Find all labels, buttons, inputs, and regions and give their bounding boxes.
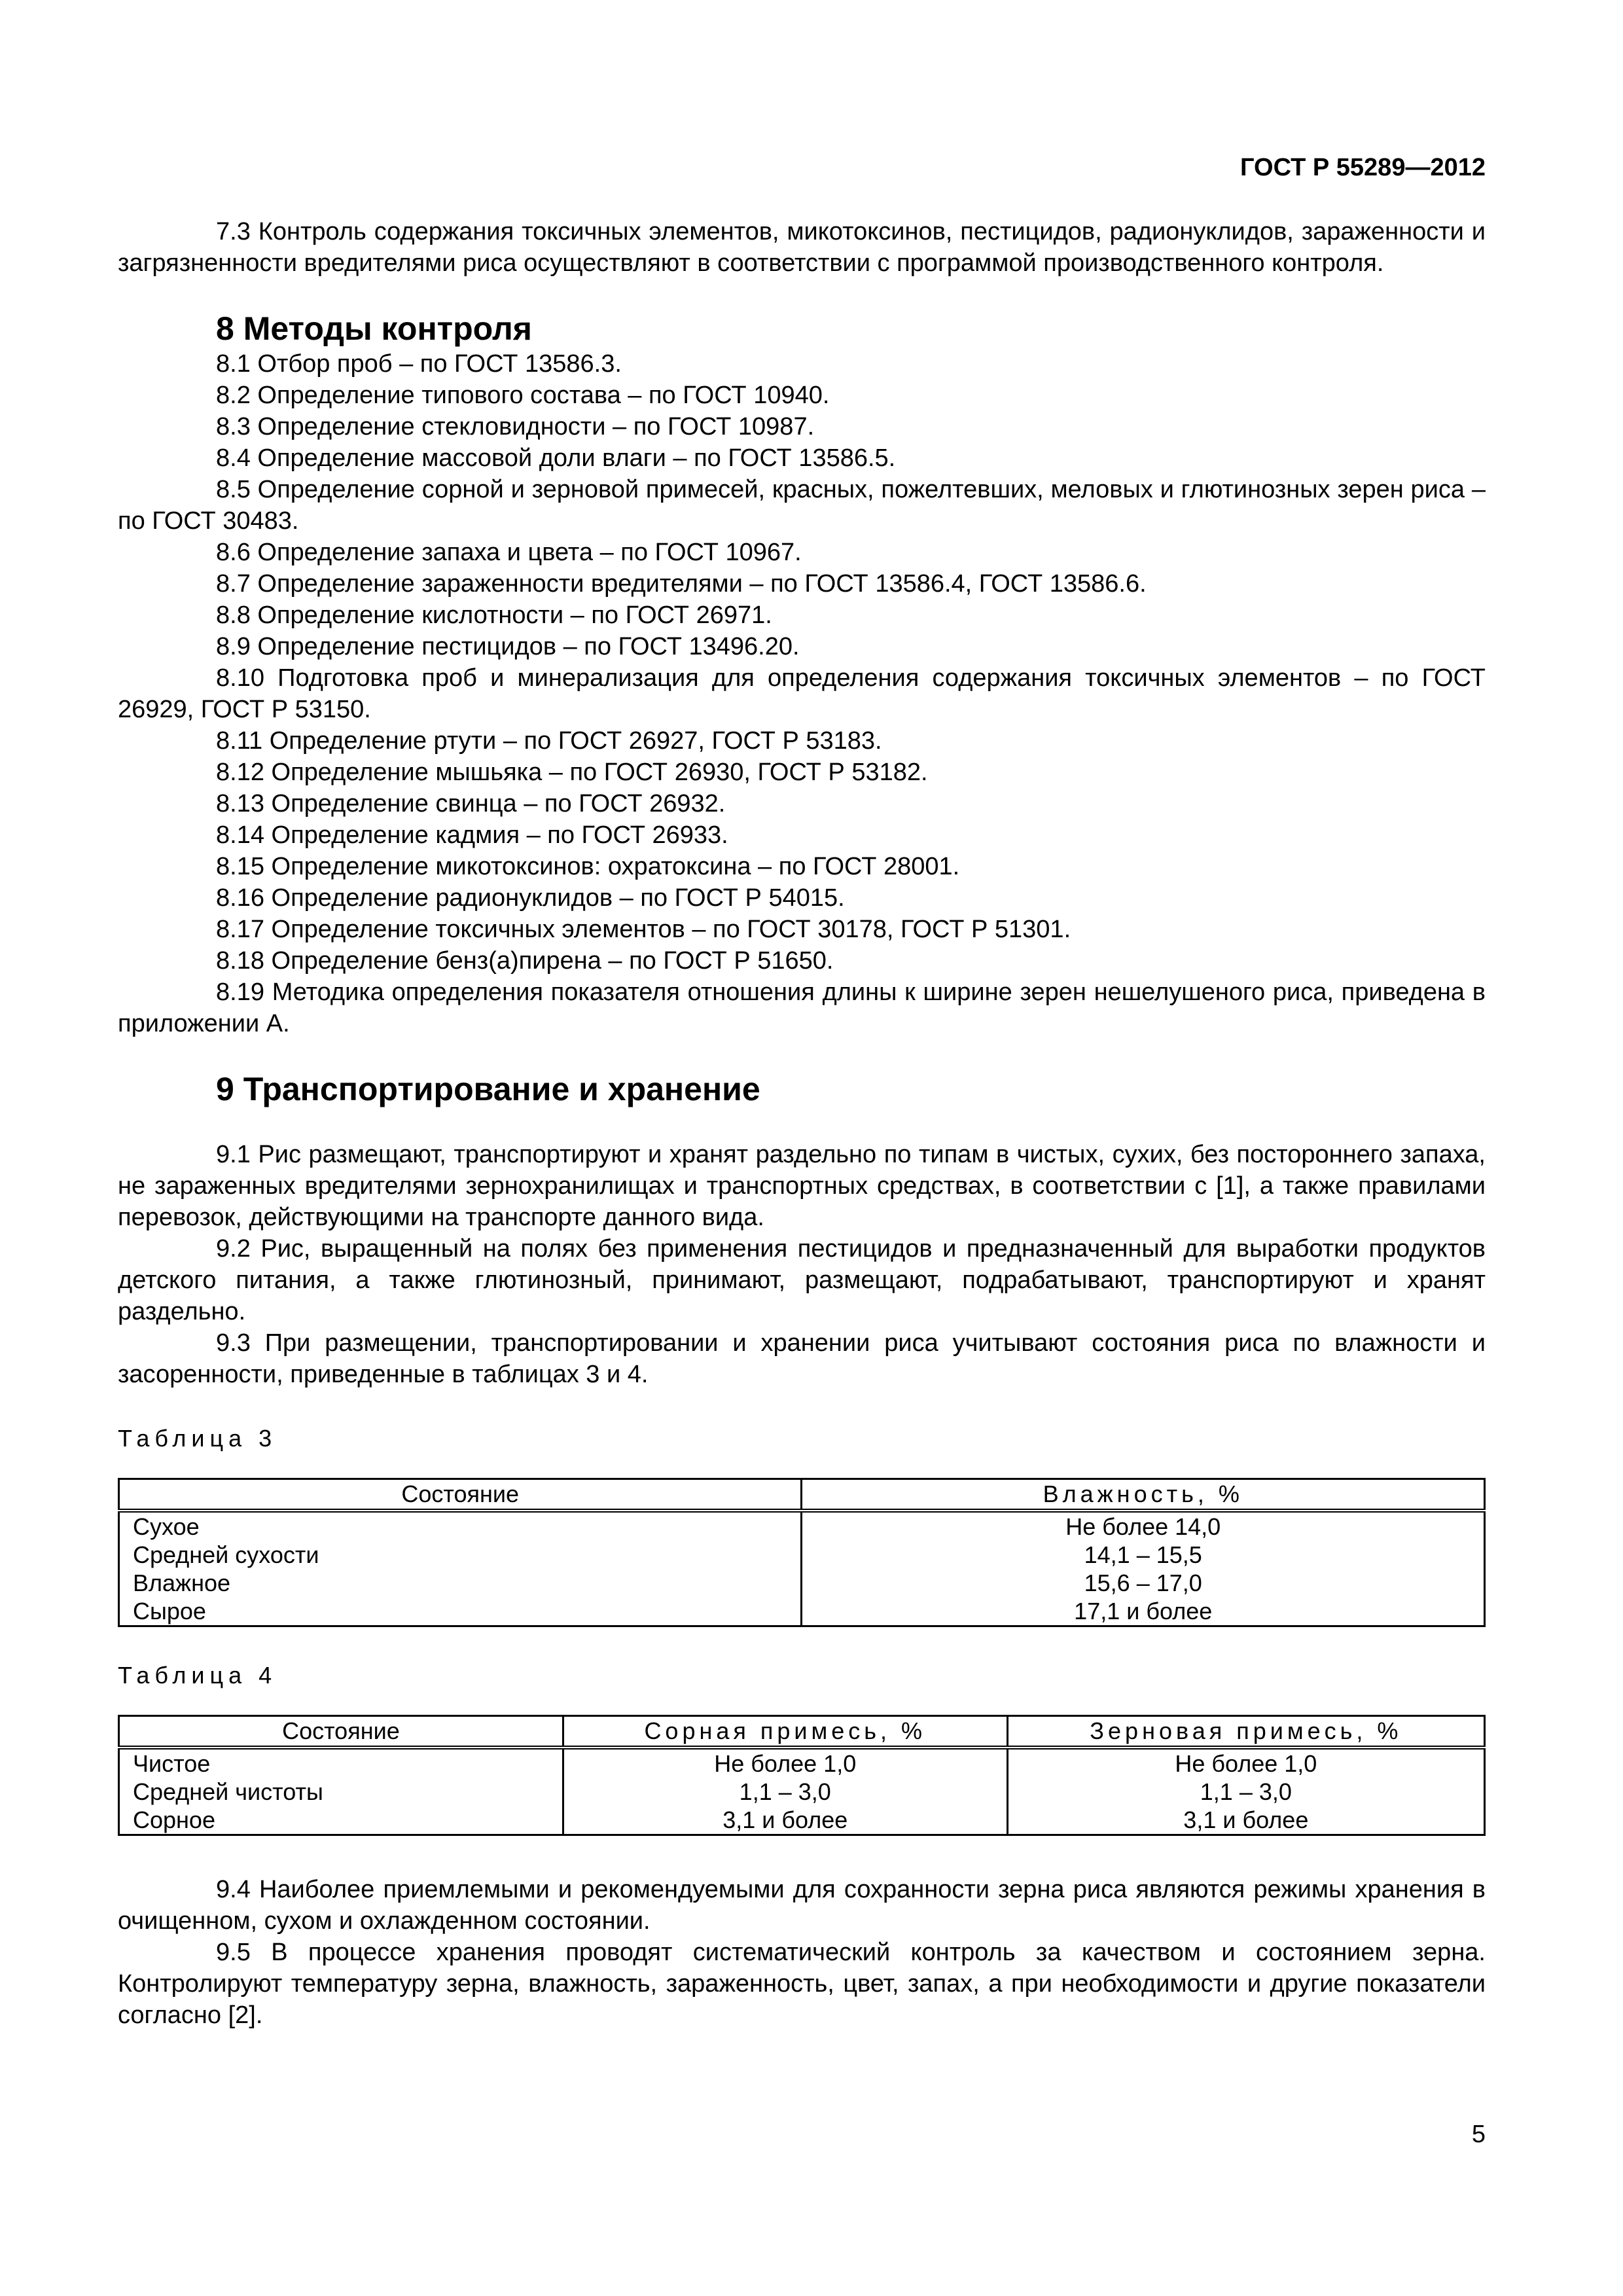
- page-number: 5: [1471, 2121, 1486, 2148]
- table-cell: 3,1 и более: [1007, 1806, 1484, 1835]
- table-3-header-moisture: Влажность, %: [802, 1479, 1485, 1511]
- table-4-caption: Таблица 4: [118, 1662, 277, 1689]
- list-item: 8.5 Определение сорной и зерновой примесей, красных, пожелтевших, меловых и глютинозных зерен риса – по ГОСТ 30483.: [118, 476, 1486, 535]
- list-item: 8.9 Определение пестицидов – по ГОСТ 13496.20.: [216, 633, 800, 660]
- list-item: 8.17 Определение токсичных элементов – по ГОСТ 30178, ГОСТ Р 51301.: [216, 916, 1071, 943]
- list-item: 8.18 Определение бенз(а)пирена – по ГОСТ Р 51650.: [216, 947, 834, 975]
- table-cell: Сорное: [119, 1806, 563, 1835]
- list-item: 8.19 Методика определения показателя отношения длины к ширине зерен нешелушеного риса, приведена в приложении А.: [118, 978, 1486, 1037]
- list-item: 8.3 Определение стекловидности – по ГОСТ 10987.: [216, 413, 815, 440]
- table-cell: Средней чистоты: [119, 1778, 563, 1806]
- table-cell: 3,1 и более: [563, 1806, 1007, 1835]
- table-cell: Средней сухости: [119, 1541, 802, 1569]
- paragraph-7-3: 7.3 Контроль содержания токсичных элементов, микотоксинов, пестицидов, радионуклидов, зараженности и загрязненности вредителями риса осуществляют в соответствии с программой производственного контроля.: [118, 218, 1486, 277]
- table-row: [119, 1597, 1485, 1626]
- table-cell: Не более 1,0: [1007, 1748, 1484, 1778]
- table-cell: Чистое: [119, 1748, 563, 1778]
- table-cell: Не более 1,0: [563, 1748, 1007, 1778]
- section-9-title: 9 Транспортирование и хранение: [216, 1071, 760, 1107]
- section-8-title: 8 Методы контроля: [216, 310, 532, 347]
- table-cell: 14,1 – 15,5: [802, 1541, 1485, 1569]
- table-row: [119, 1806, 1485, 1835]
- list-item: 8.7 Определение зараженности вредителями – по ГОСТ 13586.4, ГОСТ 13586.6.: [216, 570, 1147, 598]
- paragraph-9-1: 9.1 Рис размещают, транспортируют и хранят раздельно по типам в чистых, сухих, без постороннего запаха, не зараженных вредителями зернохранилищах и транспортных средствах, в соответствии с [1], а также правилами перевозок, действующими на транспорте данного вида.: [118, 1141, 1486, 1231]
- table-cell: Сырое: [119, 1597, 802, 1626]
- paragraph-9-5: 9.5 В процессе хранения проводят систематический контроль за качеством и состоянием зерна. Контролируют температуру зерна, влажность, зараженность, цвет, запах, а при необходимости и другие показатели согласно [2].: [118, 1939, 1486, 2029]
- list-item: 8.15 Определение микотоксинов: охратоксина – по ГОСТ 28001.: [216, 853, 960, 880]
- table-4-header-state: Состояние: [119, 1716, 563, 1748]
- section-8-list: [118, 348, 1486, 1039]
- list-item: 8.13 Определение свинца – по ГОСТ 26932.: [216, 790, 726, 817]
- table-cell: 1,1 – 3,0: [563, 1778, 1007, 1806]
- table-cell: 1,1 – 3,0: [1007, 1778, 1484, 1806]
- list-item: 8.1 Отбор проб – по ГОСТ 13586.3.: [216, 350, 622, 378]
- document-code-header: ГОСТ Р 55289—2012: [1240, 154, 1486, 181]
- table-row: [119, 1541, 1485, 1569]
- list-item: 8.16 Определение радионуклидов – по ГОСТ Р 54015.: [216, 884, 845, 912]
- list-item: 8.12 Определение мышьяка – по ГОСТ 26930, ГОСТ Р 53182.: [216, 759, 928, 786]
- table-cell: Не более 14,0: [802, 1511, 1485, 1541]
- table-4-header-weed-impurity: Сорная примесь, %: [563, 1716, 1007, 1748]
- list-item: 8.11 Определение ртути – по ГОСТ 26927, ГОСТ Р 53183.: [216, 727, 882, 755]
- table-cell: 15,6 – 17,0: [802, 1569, 1485, 1597]
- table-row: [119, 1569, 1485, 1597]
- list-item: 8.14 Определение кадмия – по ГОСТ 26933.: [216, 821, 728, 849]
- list-item: 8.6 Определение запаха и цвета – по ГОСТ 10967.: [216, 539, 802, 566]
- list-item: 8.2 Определение типового состава – по ГОСТ 10940.: [216, 382, 830, 409]
- page-content: [118, 0, 1486, 2031]
- table-row: [119, 1511, 1485, 1541]
- table-4-header-grain-impurity: Зерновая примесь, %: [1007, 1716, 1484, 1748]
- paragraph-9-2: 9.2 Рис, выращенный на полях без применения пестицидов и предназначенный для выработки продуктов детского питания, а также глютинозный, принимают, размещают, подрабатывают, транспортируют и хранят раздельно.: [118, 1235, 1486, 1325]
- list-item: 8.4 Определение массовой доли влаги – по ГОСТ 13586.5.: [216, 444, 896, 472]
- table-3-header-state: Состояние: [119, 1479, 802, 1511]
- table-row: [119, 1778, 1485, 1806]
- table-3: [118, 1478, 1486, 1627]
- table-3-caption: Таблица 3: [118, 1425, 277, 1452]
- paragraph-9-3: 9.3 При размещении, транспортировании и хранении риса учитывают состояния риса по влажности и засоренности, приведенные в таблицах 3 и 4.: [118, 1329, 1486, 1388]
- table-cell: Влажное: [119, 1569, 802, 1597]
- paragraph-9-4: 9.4 Наиболее приемлемыми и рекомендуемыми для сохранности зерна риса являются режимы хранения в очищенном, сухом и охлажденном состоянии.: [118, 1876, 1486, 1935]
- table-cell: 17,1 и более: [802, 1597, 1485, 1626]
- table-cell: Сухое: [119, 1511, 802, 1541]
- list-item: 8.8 Определение кислотности – по ГОСТ 26971.: [216, 601, 772, 629]
- table-4: [118, 1715, 1486, 1836]
- table-row: [119, 1748, 1485, 1778]
- list-item: 8.10 Подготовка проб и минерализация для определения содержания токсичных элементов – по ГОСТ 26929, ГОСТ Р 53150.: [118, 664, 1486, 723]
